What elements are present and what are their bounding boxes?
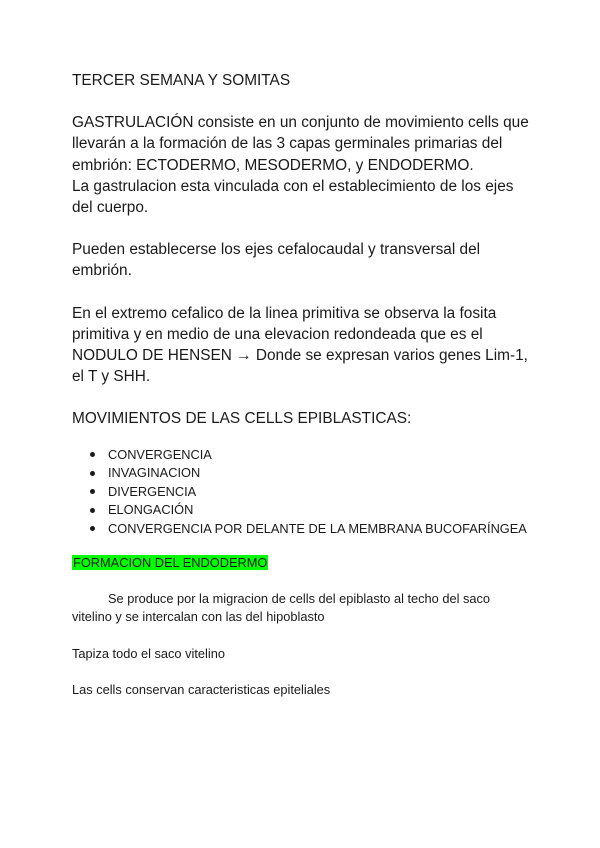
endodermo-paragraph-tapiza: Tapiza todo el saco vitelino: [72, 645, 225, 661]
paragraph-gastrulacion: GASTRULACIÓN consiste en un conjunto de movimiento cells que llevarán a la formación de las 3 capas germinales primarias del embrión: ECTODERMO, MESODERMO, y ENDODERMO.: [72, 114, 529, 174]
paragraph-vinculada: La gastrulacion esta vinculada con el establecimiento de los ejes del cuerpo.: [72, 177, 514, 217]
endodermo-paragraph-cells: Las cells conservan caracteristicas epiteliales: [72, 682, 331, 698]
endodermo-heading-line: [72, 554, 532, 573]
document-title: TERCER SEMANA Y SOMITAS: [72, 72, 291, 89]
endodermo-heading: FORMACION DEL ENDODERMO: [73, 555, 268, 571]
movements-list: [72, 446, 532, 539]
paragraph-nodulo: En el extremo cefalico de la linea primitiva se observa la fosita primitiva y en medio de una elevacion redondeada que es el NODULO DE HENSEN → Donde se expresan varios genes Lim-1, el T y SHH.: [72, 304, 528, 386]
list-item: CONVERGENCIA: [72, 446, 532, 465]
list-item: INVAGINACION: [72, 464, 532, 483]
list-item: ELONGACIÓN: [72, 501, 532, 520]
movements-heading: MOVIMIENTOS DE LAS CELLS EPIBLASTICAS:: [72, 410, 412, 428]
document-page: [72, 70, 532, 700]
list-item: CONVERGENCIA POR DELANTE DE LA MEMBRANA BUCOFARÍNGEA: [72, 520, 532, 539]
paragraph-ejes: Pueden establecerse los ejes cefalocaudal y transversal del embrión.: [72, 241, 481, 280]
endodermo-paragraph-migracion: Se produce por la migracion de cells del epiblasto al techo del saco vitelino y se intercalan con las del hipoblasto: [72, 590, 491, 625]
list-item: DIVERGENCIA: [72, 483, 532, 502]
